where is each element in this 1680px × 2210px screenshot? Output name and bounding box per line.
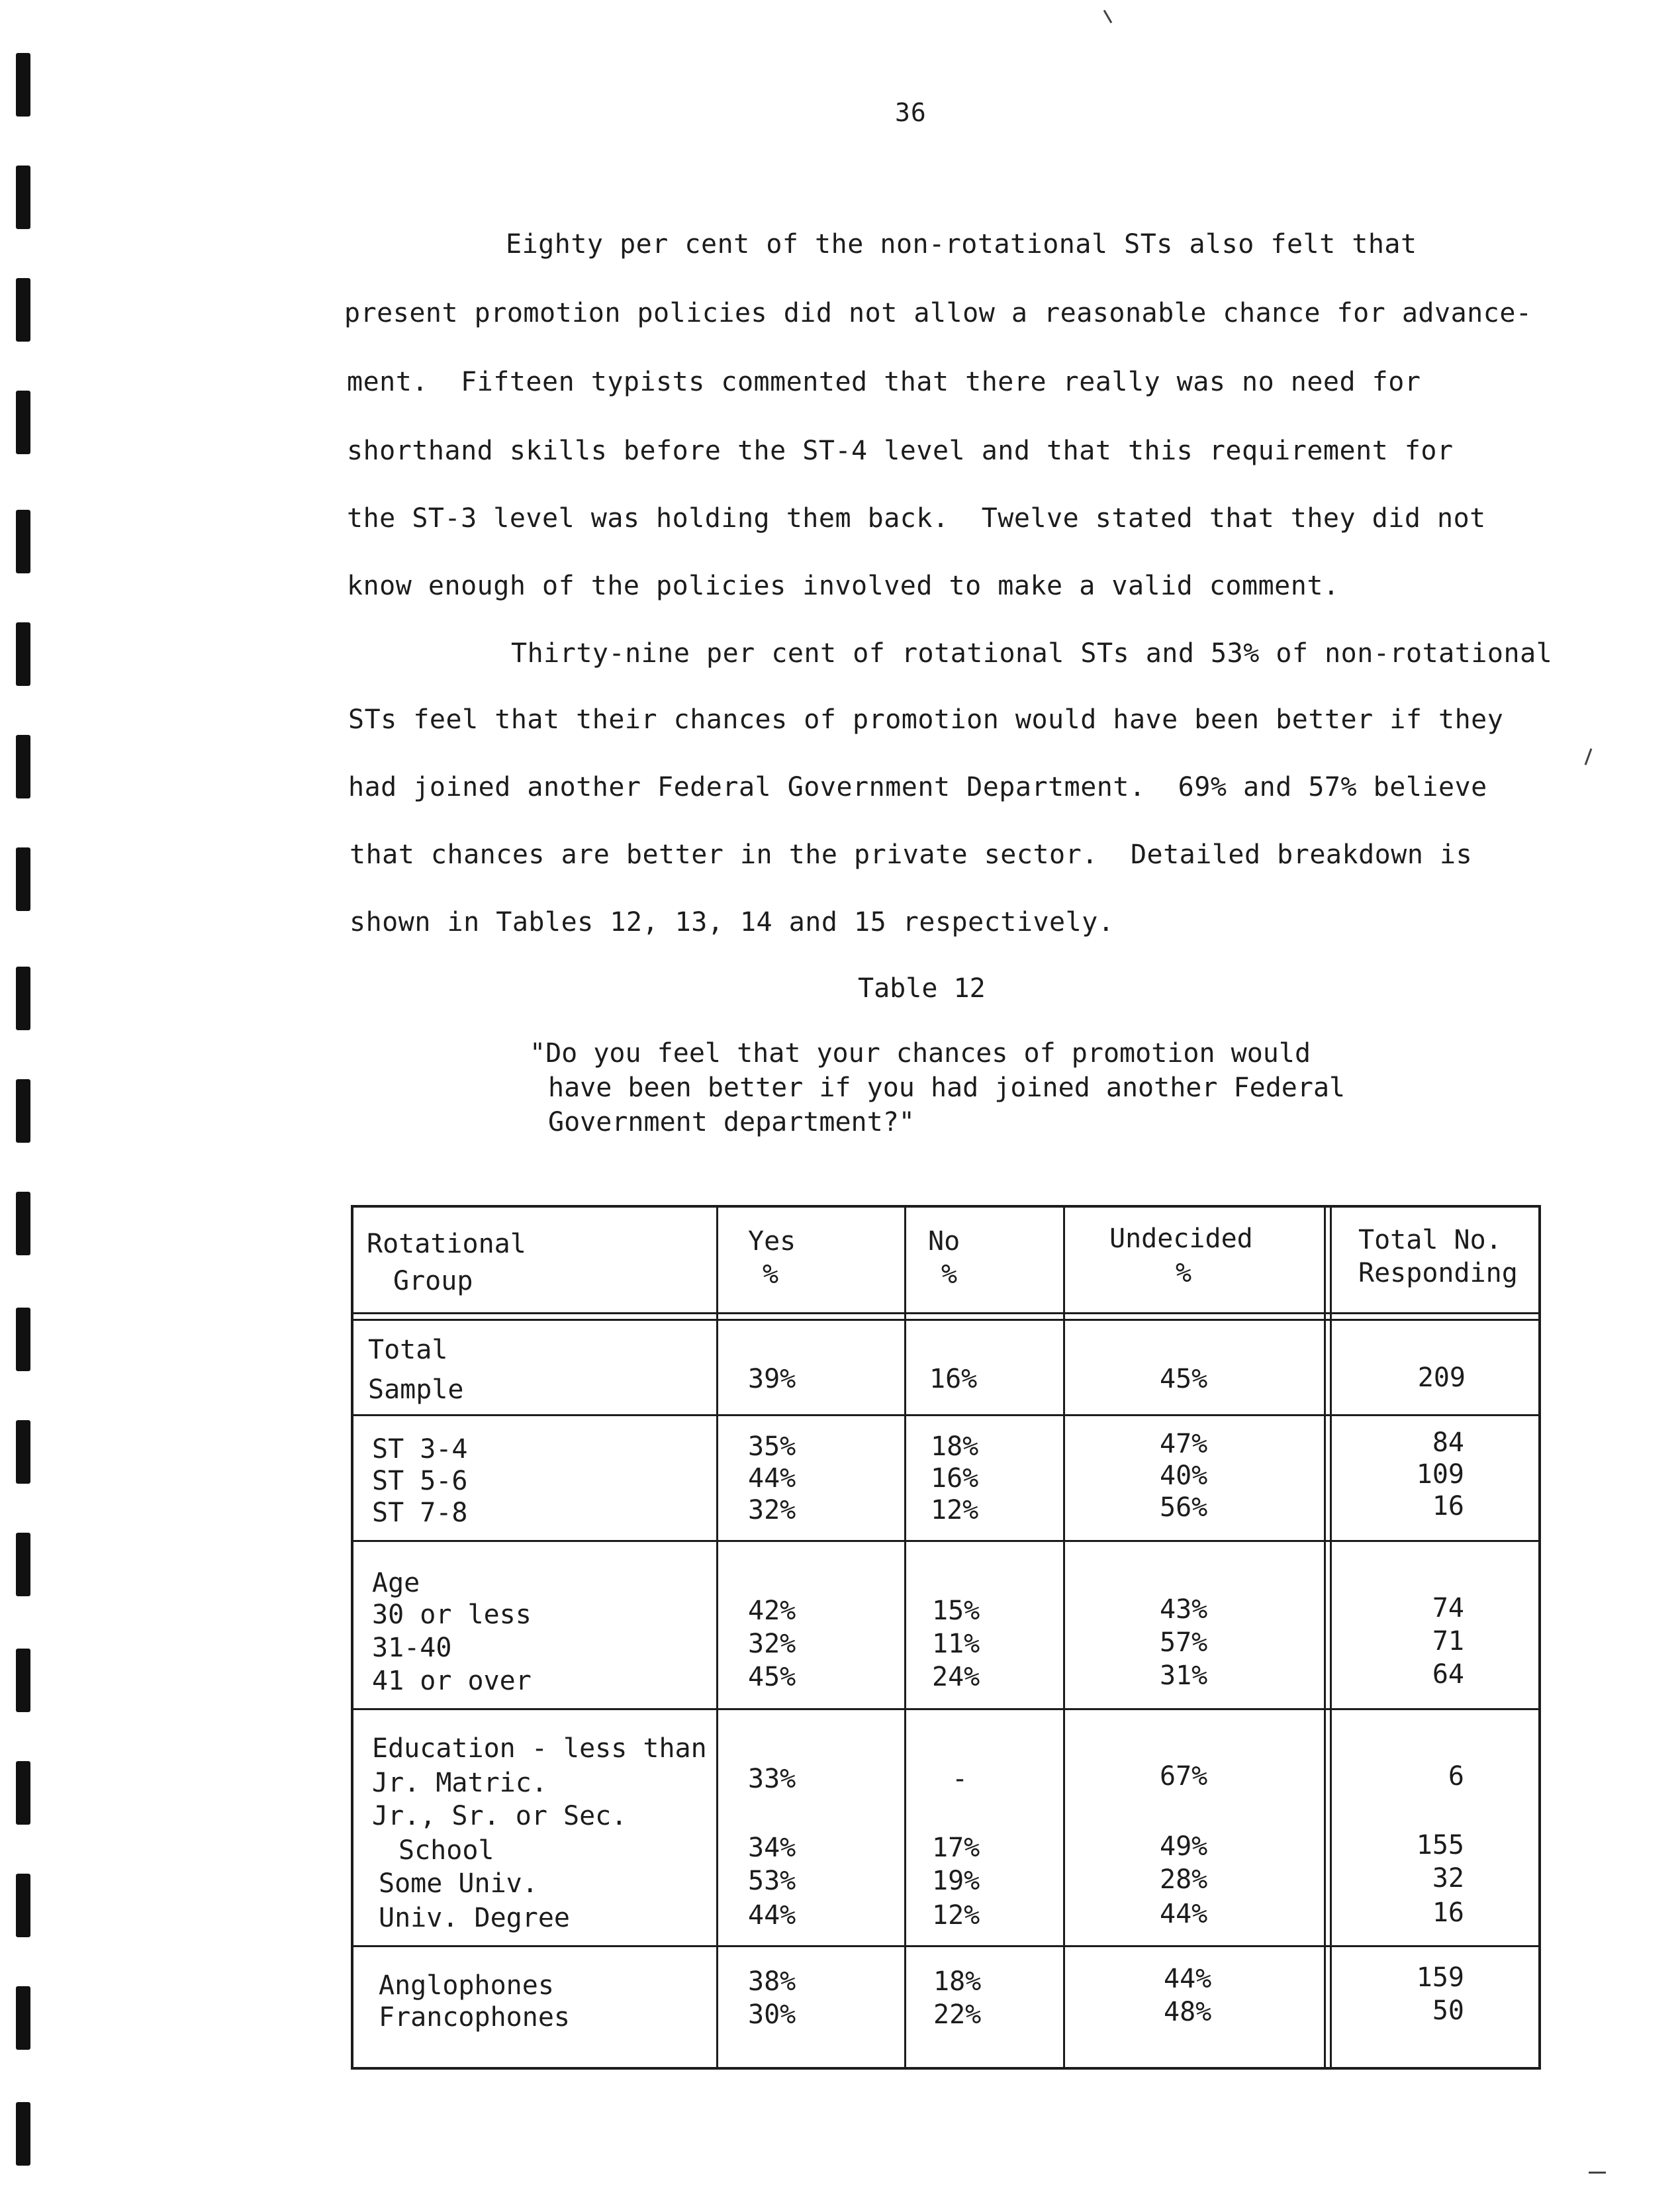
binding-mark: [16, 847, 30, 911]
no-value: 18%: [933, 1966, 982, 1997]
paragraph-line: Eighty per cent of the non-rotational STs also felt that: [506, 229, 1417, 260]
paragraph-line: STs feel that their chances of promotion would have been better if they: [348, 704, 1504, 735]
total-value: 16: [1432, 1491, 1464, 1521]
paragraph-line: know enough of the policies involved to make a valid comment.: [347, 571, 1340, 601]
row-label: Sample: [368, 1374, 464, 1405]
undecided-value: 44%: [1164, 1964, 1212, 1994]
binding-mark: [16, 735, 30, 798]
header-total: Responding: [1358, 1258, 1518, 1288]
paragraph-line: shorthand skills before the ST-4 level and that this requirement for: [347, 436, 1454, 466]
yes-value: 44%: [748, 1900, 796, 1931]
data-table: [351, 1205, 1541, 2070]
binding-mark: [16, 1079, 30, 1143]
total-value: 159: [1416, 1962, 1464, 1993]
row-label: Age: [372, 1568, 420, 1598]
no-value: 15%: [932, 1596, 980, 1626]
column-divider: [904, 1208, 906, 2067]
header-group: Group: [393, 1266, 473, 1296]
section-divider: [353, 1414, 1538, 1416]
row-label: Univ. Degree: [379, 1903, 570, 1933]
header-no-unit: %: [941, 1259, 958, 1290]
question-line: have been better if you had joined another Federal: [548, 1073, 1346, 1103]
row-label: Jr., Sr. or Sec.: [372, 1801, 628, 1831]
paragraph-line: that chances are better in the private sector. Detailed breakdown is: [350, 840, 1473, 870]
row-label: Total: [368, 1335, 448, 1365]
binding-mark: [16, 1649, 30, 1712]
binding-mark: [16, 510, 30, 573]
undecided-value: 49%: [1160, 1831, 1208, 1862]
total-value: 209: [1417, 1363, 1466, 1393]
yes-value: 33%: [748, 1764, 796, 1794]
no-value: 16%: [931, 1463, 979, 1494]
row-label: 30 or less: [372, 1600, 532, 1630]
binding-mark: [16, 1420, 30, 1484]
undecided-value: 47%: [1160, 1429, 1208, 1459]
undecided-value: 43%: [1160, 1594, 1208, 1625]
binding-mark: [16, 2102, 30, 2166]
total-value: 6: [1448, 1761, 1464, 1792]
binding-mark: [16, 1192, 30, 1255]
header-group: Rotational: [367, 1229, 526, 1259]
binding-mark: [16, 1761, 30, 1825]
no-value: 19%: [932, 1866, 980, 1896]
binding-mark: [16, 1986, 30, 2050]
no-value: 12%: [931, 1495, 979, 1525]
section-divider: [353, 1945, 1538, 1947]
no-value: 11%: [932, 1629, 980, 1659]
binding-mark: [16, 967, 30, 1030]
yes-value: 45%: [748, 1662, 796, 1692]
column-divider: [1324, 1208, 1326, 2067]
row-label: School: [398, 1835, 494, 1866]
total-value: 16: [1432, 1898, 1464, 1928]
paragraph-line: Thirty-nine per cent of rotational STs and 53% of non-rotational: [511, 638, 1553, 669]
row-label: Some Univ.: [379, 1868, 538, 1899]
total-value: 84: [1432, 1427, 1464, 1458]
header-undecided: Undecided: [1109, 1224, 1253, 1254]
header-yes-unit: %: [763, 1259, 779, 1290]
row-label: ST 3-4: [372, 1434, 468, 1465]
header-total: Total No.: [1358, 1225, 1502, 1255]
no-value: 22%: [933, 1999, 982, 2030]
row-label: Francophones: [379, 2002, 570, 2033]
binding-mark: [16, 278, 30, 342]
row-label: Education - less than: [372, 1733, 707, 1764]
yes-value: 32%: [748, 1629, 796, 1659]
no-value: 24%: [932, 1662, 980, 1692]
paragraph-line: ment. Fifteen typists commented that there really was no need for: [347, 367, 1421, 397]
binding-mark: [16, 1308, 30, 1371]
yes-value: 34%: [748, 1833, 796, 1863]
yes-value: 53%: [748, 1866, 796, 1896]
undecided-value: 40%: [1160, 1461, 1208, 1491]
row-label: Jr. Matric.: [372, 1768, 547, 1798]
total-value: 155: [1416, 1830, 1464, 1860]
header-no: No: [928, 1226, 960, 1257]
page-number: 36: [895, 98, 927, 127]
header-yes: Yes: [748, 1226, 796, 1257]
no-value: 17%: [932, 1833, 980, 1863]
yes-value: 39%: [748, 1364, 796, 1394]
binding-mark: [16, 622, 30, 686]
undecided-value: 28%: [1160, 1864, 1208, 1895]
binding-mark: [16, 391, 30, 454]
row-label: 41 or over: [372, 1666, 532, 1696]
section-divider: [353, 1708, 1538, 1710]
total-value: 64: [1432, 1659, 1464, 1690]
total-value: 32: [1432, 1863, 1464, 1894]
binding-mark: [16, 1533, 30, 1596]
undecided-value: 44%: [1160, 1899, 1208, 1929]
column-divider: [716, 1208, 718, 2067]
yes-value: 42%: [748, 1596, 796, 1626]
row-label: ST 5-6: [372, 1466, 468, 1496]
binding-mark: [16, 53, 30, 117]
no-value: 16%: [929, 1364, 978, 1394]
row-label: Anglophones: [379, 1970, 554, 2001]
total-value: 74: [1432, 1593, 1464, 1623]
undecided-value: 48%: [1164, 1997, 1212, 2027]
no-value: -: [952, 1764, 968, 1794]
undecided-value: 56%: [1160, 1492, 1208, 1523]
undecided-value: 67%: [1160, 1761, 1208, 1792]
header-divider: [353, 1312, 1538, 1314]
row-label: ST 7-8: [372, 1498, 468, 1528]
no-value: 12%: [932, 1900, 980, 1931]
question-line: "Do you feel that your chances of promotion would: [530, 1038, 1311, 1069]
yes-value: 38%: [748, 1966, 796, 1997]
paragraph-line: shown in Tables 12, 13, 14 and 15 respectively.: [350, 907, 1115, 937]
yes-value: 35%: [748, 1431, 796, 1462]
paragraph-line: present promotion policies did not allow a reasonable chance for advance-: [344, 298, 1532, 328]
table-title: Table 12: [858, 973, 986, 1004]
section-divider: [353, 1540, 1538, 1542]
paragraph-line: the ST-3 level was holding them back. Twelve stated that they did not: [347, 503, 1486, 534]
no-value: 18%: [931, 1431, 979, 1462]
scan-speck: [1585, 748, 1593, 765]
total-value: 71: [1432, 1626, 1464, 1657]
yes-value: 30%: [748, 1999, 796, 2030]
yes-value: 32%: [748, 1495, 796, 1525]
binding-mark: [16, 1874, 30, 1937]
yes-value: 44%: [748, 1463, 796, 1494]
paragraph-line: had joined another Federal Government Department. 69% and 57% believe: [348, 772, 1487, 802]
question-line: Government department?": [548, 1107, 915, 1137]
scan-speck: [1589, 2172, 1606, 2174]
total-value: 50: [1432, 1995, 1464, 2026]
undecided-value: 57%: [1160, 1627, 1208, 1658]
undecided-value: 31%: [1160, 1660, 1208, 1691]
undecided-value: 45%: [1160, 1364, 1208, 1394]
binding-mark: [16, 166, 30, 229]
row-label: 31-40: [372, 1633, 452, 1663]
header-undecided-unit: %: [1176, 1258, 1192, 1288]
scan-speck: [1103, 10, 1113, 24]
column-divider: [1063, 1208, 1065, 2067]
total-value: 109: [1416, 1459, 1464, 1490]
